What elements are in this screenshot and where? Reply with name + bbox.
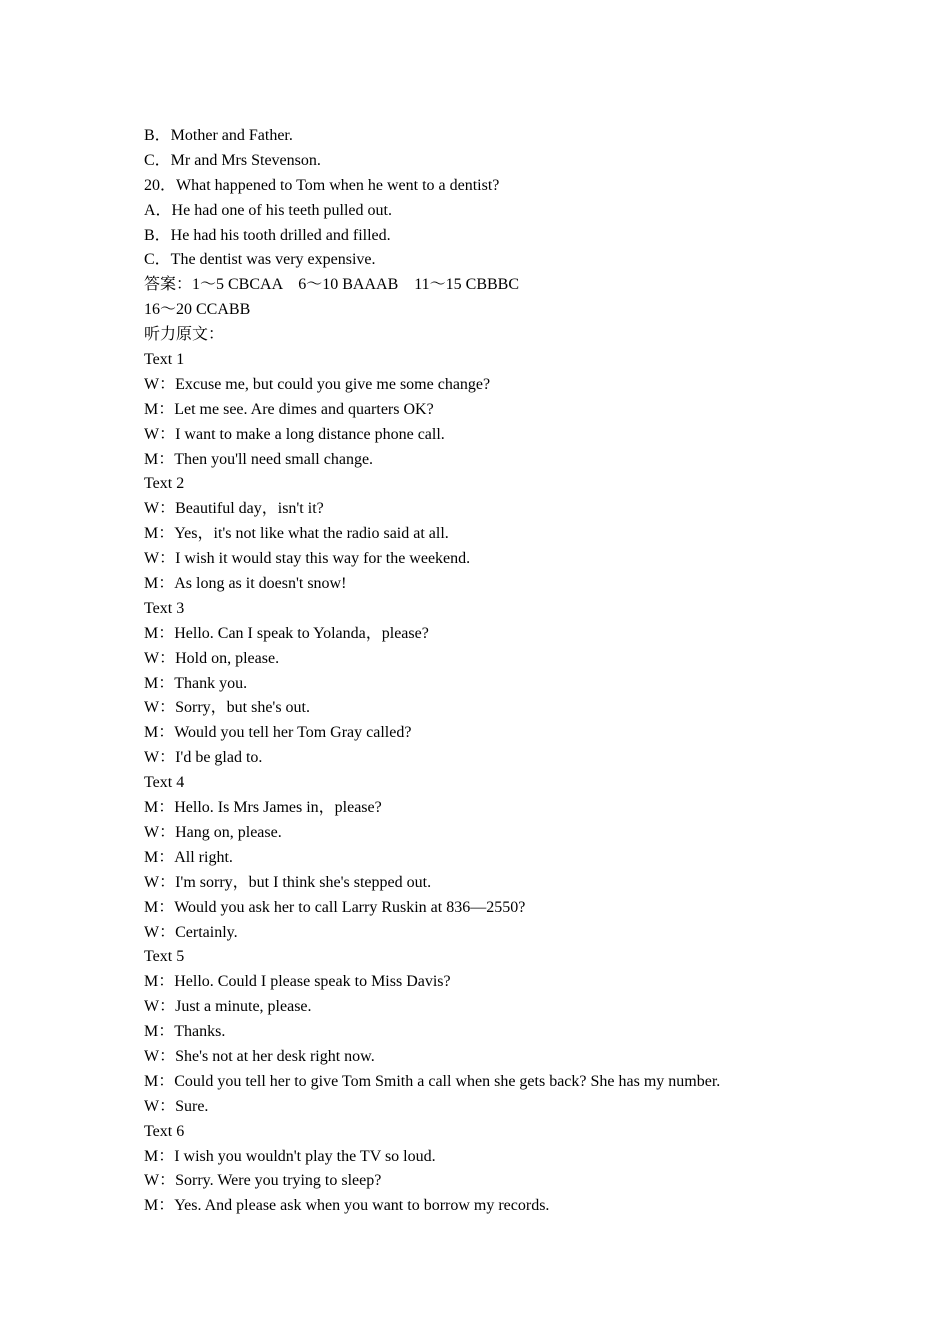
dialogue-line: M：Hello. Could I please speak to Miss Davis? [144, 973, 451, 991]
text-heading: Text 4 [144, 774, 185, 792]
dialogue-line: M：Yes. And please ask when you want to borrow my records. [144, 1197, 550, 1215]
dialogue-line: W：Sure. [144, 1097, 209, 1115]
dialogue-line: M：I wish you wouldn't play the TV so loud. [144, 1147, 436, 1165]
text-heading: Text 1 [144, 351, 185, 369]
option-line: C．The dentist was very expensive. [144, 251, 376, 269]
text-heading: Text 3 [144, 599, 185, 617]
transcript-heading: 听力原文： [144, 326, 225, 344]
text-heading: Text 2 [144, 475, 185, 493]
dialogue-line: M：As long as it doesn't snow! [144, 575, 347, 593]
dialogue-line: M：All right. [144, 848, 233, 866]
dialogue-line: M：Would you tell her Tom Gray called? [144, 724, 412, 742]
dialogue-line: M：Yes，it's not like what the radio said at all. [144, 525, 449, 543]
dialogue-line: M：Then you'll need small change. [144, 450, 374, 468]
dialogue-line: M：Thank you. [144, 674, 248, 692]
text-heading: Text 5 [144, 948, 185, 966]
dialogue-line: W：Hang on, please. [144, 823, 282, 841]
dialogue-line: W：Excuse me, but could you give me some change? [144, 375, 491, 393]
dialogue-line: M：Thanks. [144, 1023, 226, 1041]
dialogue-line: M：Would you ask her to call Larry Ruskin at 836—2550? [144, 898, 526, 916]
dialogue-line: W：I wish it would stay this way for the weekend. [144, 550, 471, 568]
dialogue-line: M：Let me see. Are dimes and quarters OK? [144, 400, 434, 418]
option-line: B．Mother and Father. [144, 127, 293, 144]
answer-key-line: 16～20 CCABB [144, 301, 251, 319]
dialogue-line: W：I'd be glad to. [144, 749, 263, 767]
dialogue-line: W：Hold on, please. [144, 649, 280, 667]
dialogue-line: M：Hello. Can I speak to Yolanda，please? [144, 624, 429, 642]
option-line: A．He had one of his teeth pulled out. [144, 201, 392, 219]
dialogue-line: W：She's not at her desk right now. [144, 1047, 375, 1065]
dialogue-line: W：Sorry，but she's out. [144, 699, 310, 717]
question-line: 20．What happened to Tom when he went to a dentist? [144, 176, 500, 194]
dialogue-line: W：Just a minute, please. [144, 998, 312, 1016]
option-line: C．Mr and Mrs Stevenson. [144, 151, 321, 169]
document-body [144, 124, 844, 1219]
dialogue-line: W：Sorry. Were you trying to sleep? [144, 1172, 382, 1190]
dialogue-line: W：Certainly. [144, 923, 238, 941]
text-heading: Text 6 [144, 1122, 185, 1140]
option-line: B．He had his tooth drilled and filled. [144, 226, 391, 244]
dialogue-line: W：Beautiful day，isn't it? [144, 500, 324, 518]
answer-key-line: 答案：1～5 CBCAA 6～10 BAAAB 11～15 CBBBC [144, 276, 520, 294]
dialogue-line: W：I'm sorry，but I think she's stepped out. [144, 873, 432, 891]
dialogue-line: M：Hello. Is Mrs James in，please? [144, 799, 382, 817]
dialogue-line: M：Could you tell her to give Tom Smith a call when she gets back? She has my number. [144, 1072, 721, 1090]
dialogue-line: W：I want to make a long distance phone call. [144, 425, 445, 443]
